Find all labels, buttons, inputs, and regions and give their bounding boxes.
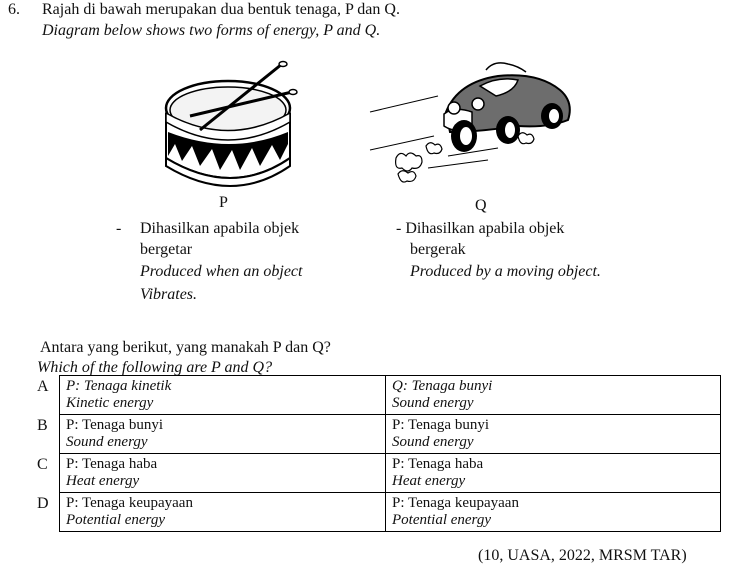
q-desc-malay-line1: - Dihasilkan apabila objek bbox=[396, 220, 565, 237]
option-row-a[interactable] bbox=[35, 376, 721, 415]
options-table bbox=[35, 375, 721, 532]
option-p-cell bbox=[60, 415, 386, 454]
option-letter: C bbox=[37, 455, 48, 473]
option-p-cell bbox=[60, 376, 386, 415]
option-letter: D bbox=[37, 494, 49, 512]
option-q-cell bbox=[386, 454, 721, 493]
ask-english: Which of the following are P and Q? bbox=[37, 359, 273, 376]
option-q-cell bbox=[386, 376, 721, 415]
option-q-english: Potential energy bbox=[392, 512, 491, 528]
p-desc-english-line1: Produced when an object bbox=[140, 263, 303, 280]
question-number: 6. bbox=[8, 1, 20, 18]
option-q-malay: P: Tenaga keupayaan bbox=[392, 495, 519, 511]
option-p-english: Kinetic energy bbox=[66, 395, 154, 411]
option-q-cell bbox=[386, 493, 721, 532]
p-desc-english-line2: Vibrates. bbox=[140, 286, 198, 303]
ask-malay: Antara yang berikut, yang manakah P dan Q? bbox=[40, 339, 331, 356]
option-q-english: Sound energy bbox=[392, 434, 474, 450]
option-row-b[interactable] bbox=[35, 415, 721, 454]
option-p-english: Potential energy bbox=[66, 512, 165, 528]
option-letter: A bbox=[37, 377, 49, 395]
option-q-malay: Q: Tenaga bunyi bbox=[392, 378, 493, 394]
figure-p-label: P bbox=[219, 194, 228, 211]
option-p-cell bbox=[60, 493, 386, 532]
option-p-malay: P: Tenaga kinetik bbox=[66, 378, 172, 394]
option-q-english: Heat energy bbox=[392, 473, 466, 489]
q-desc-malay-line2: bergerak bbox=[410, 241, 466, 258]
car-icon bbox=[368, 62, 590, 192]
source-citation: (10, UASA, 2022, MRSM TAR) bbox=[478, 547, 687, 564]
option-row-c[interactable] bbox=[35, 454, 721, 493]
question-stem-english: Diagram below shows two forms of energy, P and Q. bbox=[42, 22, 381, 39]
option-p-malay: P: Tenaga keupayaan bbox=[66, 495, 193, 511]
option-q-malay: P: Tenaga haba bbox=[392, 456, 484, 472]
option-p-english: Heat energy bbox=[66, 473, 140, 489]
drum-icon bbox=[160, 58, 308, 192]
p-desc-malay-line2: bergetar bbox=[140, 241, 193, 258]
option-p-cell bbox=[60, 454, 386, 493]
option-letter: B bbox=[37, 416, 48, 434]
p-desc-malay-line1: Dihasilkan apabila objek bbox=[140, 220, 300, 237]
option-q-cell bbox=[386, 415, 721, 454]
question-stem-malay: Rajah di bawah merupakan dua bentuk tenaga, P dan Q. bbox=[42, 1, 400, 18]
figure-q-label: Q bbox=[475, 197, 487, 214]
option-row-d[interactable] bbox=[35, 493, 721, 532]
q-desc-english-line1: Produced by a moving object. bbox=[410, 263, 601, 280]
option-q-english: Sound energy bbox=[392, 395, 474, 411]
option-p-malay: P: Tenaga bunyi bbox=[66, 417, 163, 433]
option-q-malay: P: Tenaga bunyi bbox=[392, 417, 489, 433]
option-p-english: Sound energy bbox=[66, 434, 148, 450]
p-bullet: - bbox=[116, 220, 122, 237]
option-p-malay: P: Tenaga haba bbox=[66, 456, 158, 472]
